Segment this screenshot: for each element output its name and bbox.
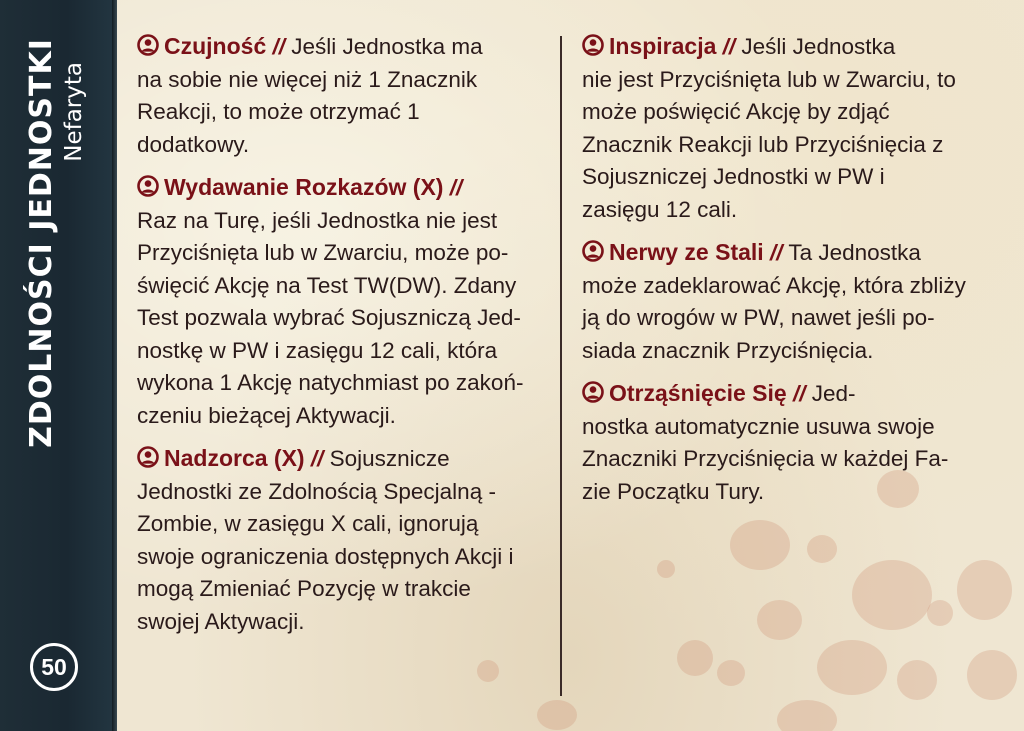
ability-text-line: zasięgu 12 cali.	[582, 196, 738, 222]
ability-text-line: Znaczniki Przyciśnięcia w każdej Fa-	[582, 446, 949, 471]
ability-description: Jeśli Jednostka ma	[285, 34, 483, 59]
ability-name: Wydawanie Rozkazów (X)	[164, 174, 444, 200]
ability-text-line: Przyciśnięta lub w Zwarciu, może po-	[137, 240, 509, 265]
ability-description: Sojusznicze	[323, 446, 450, 471]
ability-text-line: nostka automatycznie usuwa swoje	[582, 413, 935, 439]
ability-entry	[137, 30, 537, 161]
ability-text-line: czeniu bieżącej Aktywacji.	[137, 402, 396, 428]
ability-text-line: zie Początku Tury.	[582, 478, 765, 504]
ability-text-line: na sobie nie więcej niż 1 Znacznik	[137, 66, 478, 92]
ability-text-line: Test pozwala wybrać Sojuszniczą Jed-	[137, 305, 521, 330]
ability-separator: //	[722, 34, 736, 59]
ability-text-line: wykona 1 Akcję natychmiast po zakoń-	[137, 370, 524, 395]
ability-text-line: Reakcji, to może otrzymać 1	[137, 99, 420, 124]
sidebar-title-block	[14, 32, 98, 472]
ability-text-line: siada znacznik Przyciśnięcia.	[582, 337, 874, 363]
ability-text-line	[137, 30, 537, 64]
ability-entry	[582, 377, 982, 508]
abilities-column-right	[582, 30, 982, 518]
ability-separator: //	[310, 446, 324, 471]
ability-text-line: mogą Zmieniać Pozycję w trakcie	[137, 576, 471, 601]
ability-text-line: swoje ograniczenia dostępnych Akcji i	[137, 543, 514, 569]
sidebar	[0, 0, 112, 731]
ability-name: Czujność	[164, 33, 267, 59]
ability-description: Jed-	[805, 381, 856, 406]
ability-name: Nerwy ze Stali	[609, 239, 764, 265]
ability-description: Ta Jednostka	[782, 240, 921, 265]
ability-text-line	[582, 377, 982, 411]
ability-separator: //	[449, 175, 463, 200]
section-title: ZDOLNOŚCI JEDNOSTKI	[23, 38, 59, 448]
ability-separator: //	[769, 240, 783, 265]
ability-entry	[137, 171, 537, 432]
ability-text-line: Zombie, w zasięgu X cali, ignorują	[137, 511, 479, 536]
ability-entry	[137, 442, 537, 638]
user-circle-icon	[137, 33, 159, 55]
ability-text-line: dodatkowy.	[137, 131, 250, 157]
ability-description: Jeśli Jednostka	[735, 34, 896, 59]
ability-text-line	[582, 30, 982, 64]
ability-text-line: może zadeklarować Akcję, która zbliży	[582, 272, 966, 298]
ability-name: Nadzorca (X)	[164, 445, 305, 471]
ability-text-line	[582, 236, 982, 270]
ability-text-line: nie jest Przyciśnięta lub w Zwarciu, to	[582, 66, 956, 92]
ability-text-line: może poświęcić Akcję by zdjąć	[582, 99, 890, 124]
ability-text-line: swojej Aktywacji.	[137, 608, 305, 634]
ability-text-line: Znacznik Reakcji lub Przyciśnięcia z	[582, 131, 944, 157]
ability-text-line: święcić Akcję na Test TW(DW). Zdany	[137, 272, 517, 298]
user-circle-icon	[137, 174, 159, 196]
user-circle-icon	[137, 445, 159, 467]
ability-text-line: Raz na Turę, jeśli Jednostka nie jest	[137, 207, 498, 233]
user-circle-icon	[582, 380, 604, 402]
ability-separator: //	[272, 34, 286, 59]
ability-text-line: ją do wrogów w PW, nawet jeśli po-	[582, 305, 935, 330]
ability-entry	[582, 30, 982, 226]
ability-entry	[582, 236, 982, 367]
user-circle-icon	[582, 33, 604, 55]
page-number: 50	[30, 643, 78, 691]
ability-separator: //	[792, 381, 806, 406]
ability-text-line	[137, 171, 537, 205]
section-subtitle: Nefaryta	[60, 62, 87, 162]
user-circle-icon	[582, 239, 604, 261]
ability-text-line: Sojuszniczej Jednostki w PW i	[582, 164, 885, 189]
ability-text-line: nostkę w PW i zasięgu 12 cali, która	[137, 337, 498, 363]
ability-text-line: Jednostki ze Zdolnością Specjalną -	[137, 478, 496, 504]
abilities-column-left	[137, 30, 537, 648]
ability-text-line	[137, 442, 537, 476]
column-divider	[560, 36, 562, 696]
ability-name: Inspiracja	[609, 33, 717, 59]
ability-name: Otrząśnięcie Się	[609, 380, 787, 406]
